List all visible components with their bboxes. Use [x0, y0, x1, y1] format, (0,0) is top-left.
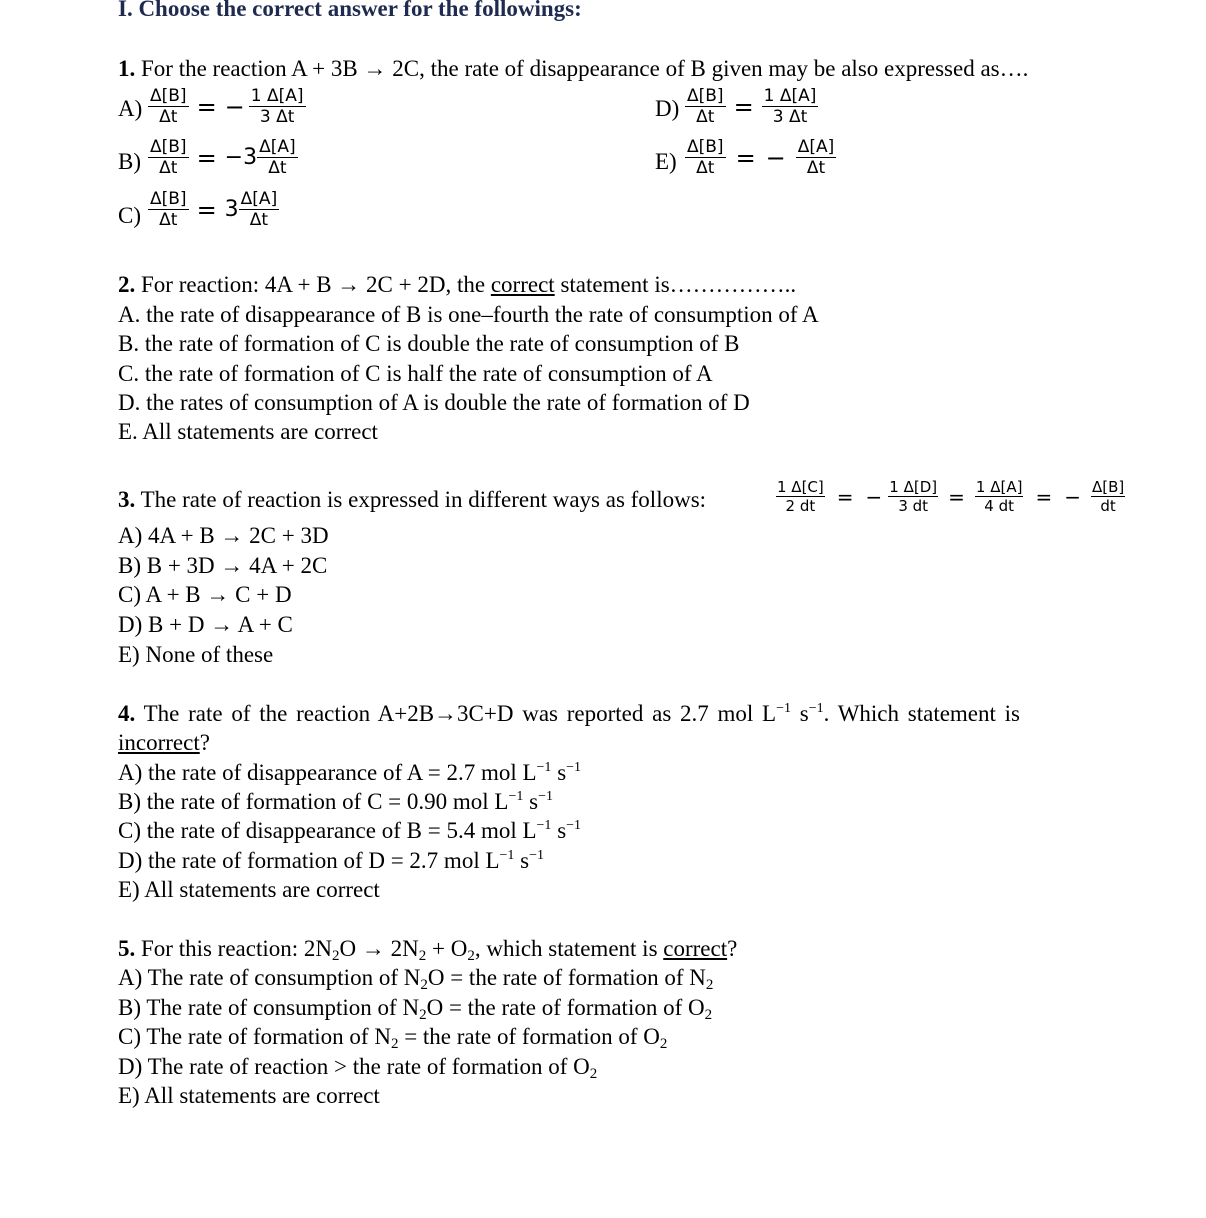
- q5-option-c[interactable]: C) The rate of formation of N2 = the rate of formation of O2: [118, 1024, 668, 1052]
- q4-stem-line2: incorrect?: [118, 730, 210, 755]
- section-heading: I. Choose the correct answer for the followings:: [118, 0, 582, 21]
- q5-stem: 5. For this reaction: 2N2O → 2N2 + O2, which statement is correct?: [118, 936, 738, 964]
- q2-stem: 2. For reaction: 4A + B → 2C + 2D, the correct statement is……………..: [118, 272, 797, 297]
- q2-option-e[interactable]: E. All statements are correct: [118, 419, 378, 444]
- q4-option-e[interactable]: E) All statements are correct: [118, 877, 380, 902]
- q1-text: For the reaction A + 3B → 2C, the rate of disappearance of B given may be also expressed as….: [141, 56, 1029, 81]
- q3-option-d[interactable]: D) B + D → A + C: [118, 612, 293, 637]
- q1-stem: [118, 56, 1028, 82]
- q2-option-a[interactable]: A. the rate of disappearance of B is one–fourth the rate of consumption of A: [118, 302, 819, 327]
- q3-option-e[interactable]: E) None of these: [118, 642, 274, 667]
- q3-option-b[interactable]: B) B + 3D → 4A + 2C: [118, 553, 328, 578]
- q4-stem: 4. The rate of the reaction A+2B→3C+D was reported as 2.7 mol $L^{-1}$ $s^{-1}$. Which statement is: [118, 701, 1020, 726]
- q4-option-b[interactable]: B) the rate of formation of C = 0.90 mol $L^{-1}$ $s^{-1}$: [118, 789, 553, 814]
- q5-option-a[interactable]: A) The rate of consumption of N2O = the rate of formation of N2: [118, 965, 714, 993]
- q2-option-d[interactable]: D. the rates of consumption of A is double the rate of formation of D: [118, 390, 750, 415]
- q5-option-b[interactable]: B) The rate of consumption of N2O = the rate of formation of O2: [118, 995, 713, 1023]
- q4-option-c[interactable]: C) the rate of disappearance of B = 5.4 mol $L^{-1}$ $s^{-1}$: [118, 818, 582, 843]
- q2-option-c[interactable]: C. the rate of formation of C is half the rate of consumption of A: [118, 361, 713, 386]
- q3-option-a[interactable]: A) 4A + B → 2C + 3D: [118, 523, 329, 548]
- q1-number: 1.: [118, 56, 136, 81]
- q4-option-d[interactable]: D) the rate of formation of D = 2.7 mol $L^{-1}$ $s^{-1}$: [118, 848, 545, 873]
- q4-option-a[interactable]: A) the rate of disappearance of A = 2.7 mol $L^{-1}$ $s^{-1}$: [118, 760, 582, 785]
- q5-option-e[interactable]: E) All statements are correct: [118, 1083, 380, 1108]
- q3-option-c[interactable]: C) A + B → C + D: [118, 582, 292, 607]
- q3-stem: 3. The rate of reaction is expressed in different ways as follows:: [118, 487, 707, 512]
- q5-option-d[interactable]: D) The rate of reaction > the rate of formation of O2: [118, 1054, 598, 1082]
- q3-rate-expression: $\frac{1 \Delta[C]}{2 dt}$ = − $\frac{1 \Delta[D]}{3 dt}$ = $\frac{1 \Delta[A]}{4 dt}$ = − $\frac{\Delta[B]}{dt}$: [777, 478, 1125, 515]
- q2-option-b[interactable]: B. the rate of formation of C is double the rate of consumption of B: [118, 331, 740, 356]
